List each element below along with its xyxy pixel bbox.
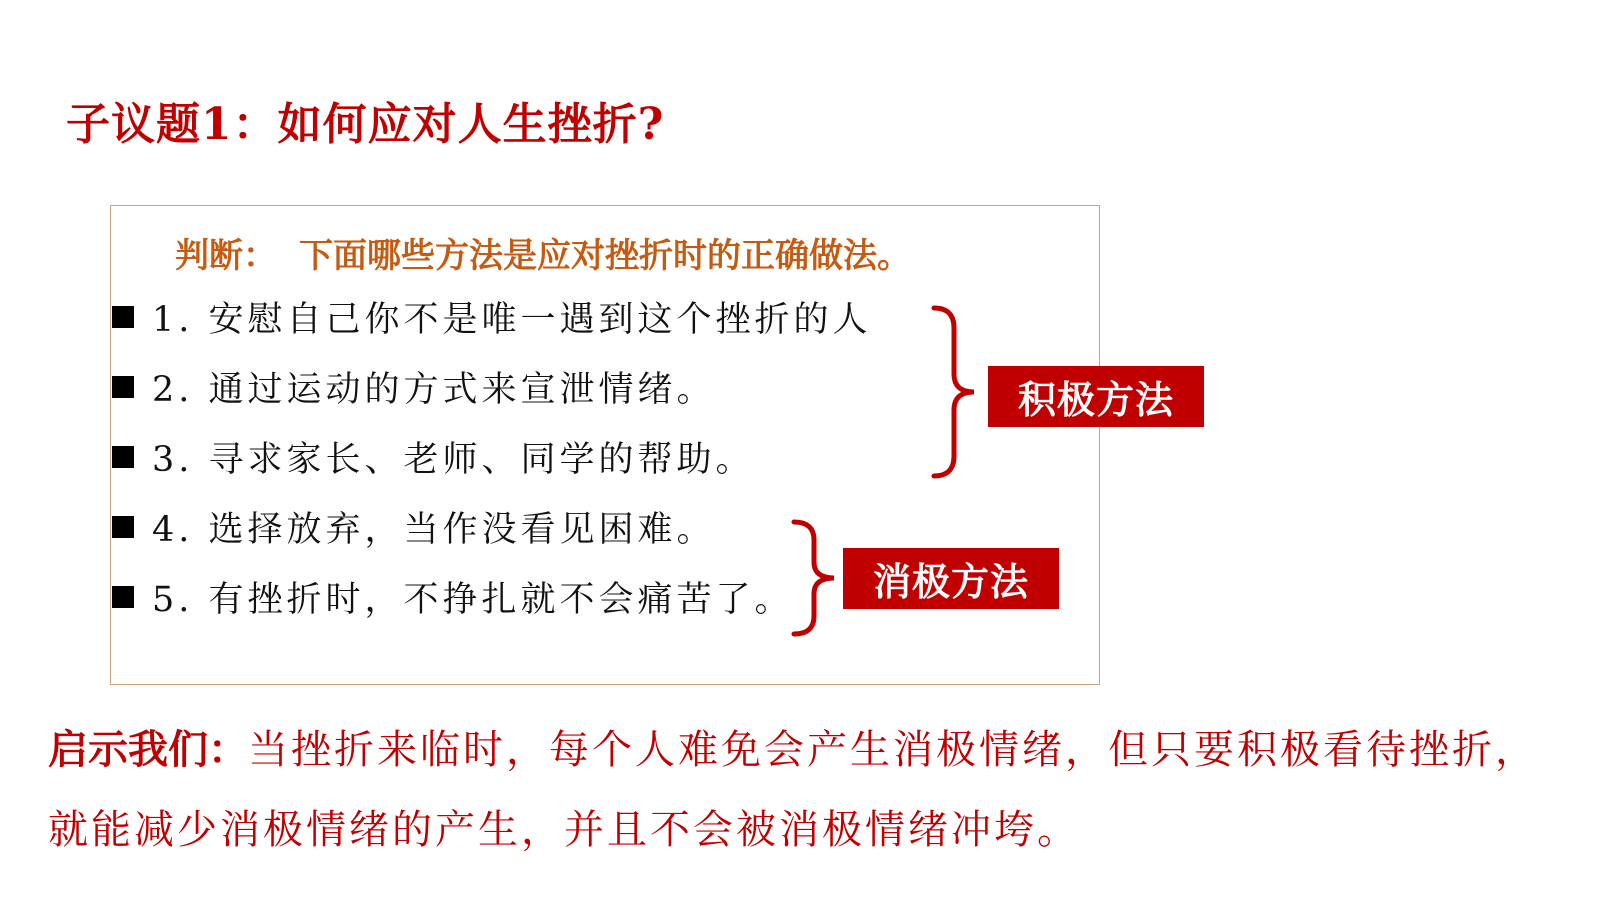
list-item xyxy=(112,292,872,342)
insight-paragraph xyxy=(48,710,1578,870)
positive-methods-label: 积极方法 xyxy=(988,366,1204,427)
square-bullet-icon xyxy=(112,376,134,398)
square-bullet-icon xyxy=(112,306,134,328)
positive-brace-icon xyxy=(930,304,982,480)
list-item xyxy=(112,572,794,622)
list-item-text: 4. 选择放弃，当作没看见困难。 xyxy=(152,510,716,550)
judgment-prompt xyxy=(175,228,911,277)
list-item-text: 3. 寻求家长、老师、同学的帮助。 xyxy=(152,440,755,480)
list-item-text: 2. 通过运动的方式来宣泄情绪。 xyxy=(152,370,716,410)
slide-title: 子议题1：如何应对人生挫折? xyxy=(66,99,665,150)
square-bullet-icon xyxy=(112,446,134,468)
negative-brace-icon xyxy=(790,518,842,638)
prompt-label: 判断： xyxy=(175,236,277,276)
list-item-text: 1. 安慰自己你不是唯一遇到这个挫折的人 xyxy=(152,300,872,340)
prompt-text: 下面哪些方法是应对挫折时的正确做法。 xyxy=(299,236,911,276)
insight-label: 启示我们： xyxy=(48,727,248,773)
negative-methods-label: 消极方法 xyxy=(843,548,1059,609)
square-bullet-icon xyxy=(112,516,134,538)
list-item xyxy=(112,362,716,412)
square-bullet-icon xyxy=(112,586,134,608)
list-item-text: 5. 有挫折时，不挣扎就不会痛苦了。 xyxy=(152,580,794,620)
insight-text: 当挫折来临时，每个人难免会产生消极情绪，但只要积极看待挫折，就能减少消极情绪的产生，并且不会被消极情绪冲垮。 xyxy=(48,727,1538,853)
list-item xyxy=(112,502,716,552)
list-item xyxy=(112,432,755,482)
